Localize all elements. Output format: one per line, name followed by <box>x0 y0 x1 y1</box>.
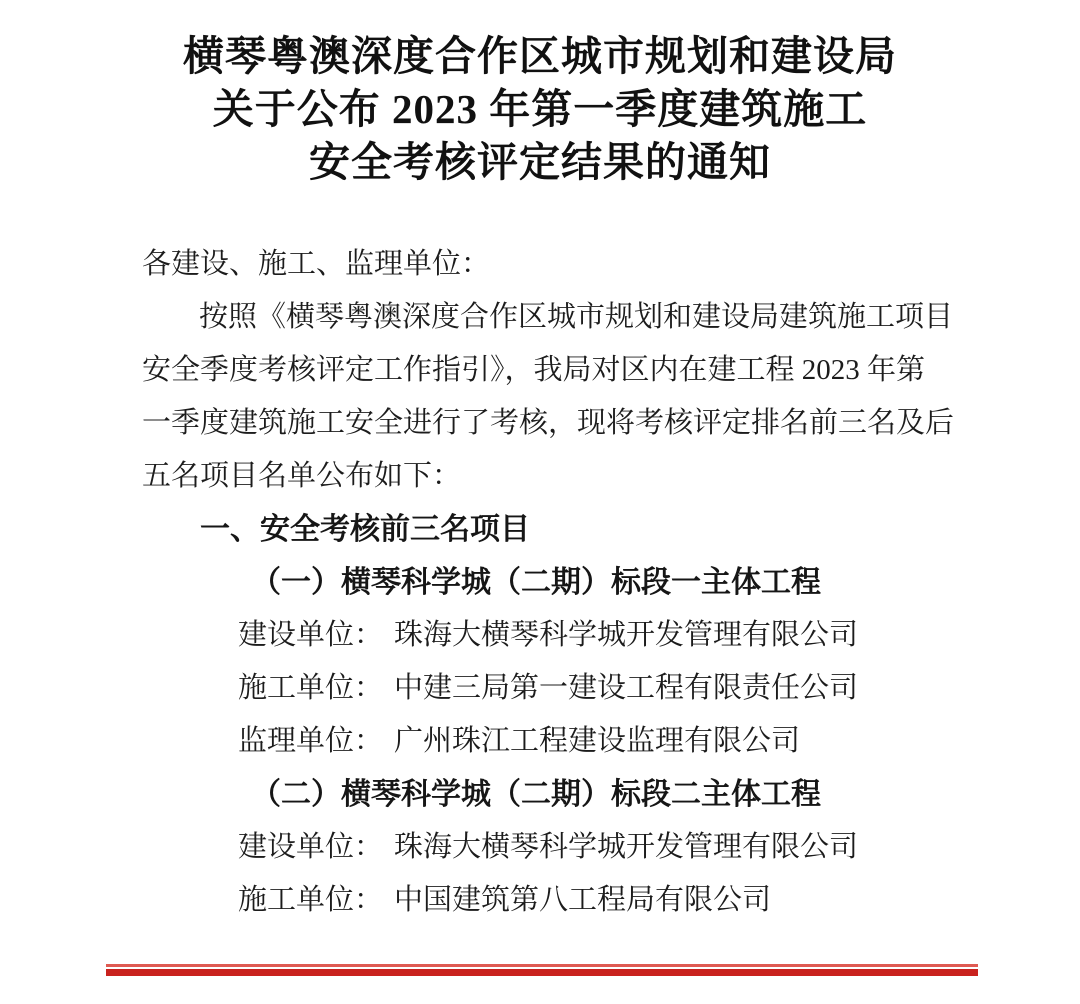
unit-row <box>142 715 954 768</box>
project-1-heading: （一）横琴科学城（二期）标段一主体工程 <box>251 566 821 599</box>
unit-value: 珠海大横琴科学城开发管理有限公司 <box>394 619 859 651</box>
section-heading-top3: 一、安全考核前三名项目 <box>200 513 530 546</box>
unit-label: 施工单位： <box>238 884 384 916</box>
unit-value: 中建三局第一建设工程有限责任公司 <box>394 672 859 704</box>
title-line-2: 关于公布 2023 年第一季度建筑施工 <box>212 86 868 132</box>
document-body <box>142 238 954 927</box>
paragraph-line: 安全季度考核评定工作指引》，我局对区内在建工程 2023 年第 <box>142 354 926 386</box>
unit-label: 建设单位： <box>238 831 384 863</box>
unit-label: 施工单位： <box>238 672 384 704</box>
paragraph-line: 五名项目名单公布如下： <box>142 460 462 492</box>
paragraph-line: 一季度建筑施工安全进行了考核，现将考核评定排名前三名及后 <box>142 407 955 439</box>
unit-row <box>142 874 954 927</box>
salutation: 各建设、施工、监理单位： <box>142 248 491 280</box>
project-2-heading: （二）横琴科学城（二期）标段二主体工程 <box>251 778 821 811</box>
unit-row <box>142 662 954 715</box>
unit-value: 珠海大横琴科学城开发管理有限公司 <box>394 831 859 863</box>
unit-value: 广州珠江工程建设监理有限公司 <box>394 725 801 757</box>
unit-row <box>142 609 954 662</box>
unit-value: 中国建筑第八工程局有限公司 <box>394 884 772 916</box>
unit-label: 建设单位： <box>238 619 384 651</box>
title-line-3: 安全考核评定结果的通知 <box>309 139 771 185</box>
footer-red-rule <box>106 964 978 976</box>
unit-row <box>142 821 954 874</box>
paragraph-line: 按照《横琴粤澳深度合作区城市规划和建设局建筑施工项目 <box>199 301 954 333</box>
unit-label: 监理单位： <box>238 725 384 757</box>
title-line-1: 横琴粤澳深度合作区城市规划和建设局 <box>183 33 897 79</box>
document-title <box>0 30 1080 189</box>
red-rule-thick-line <box>106 969 978 976</box>
